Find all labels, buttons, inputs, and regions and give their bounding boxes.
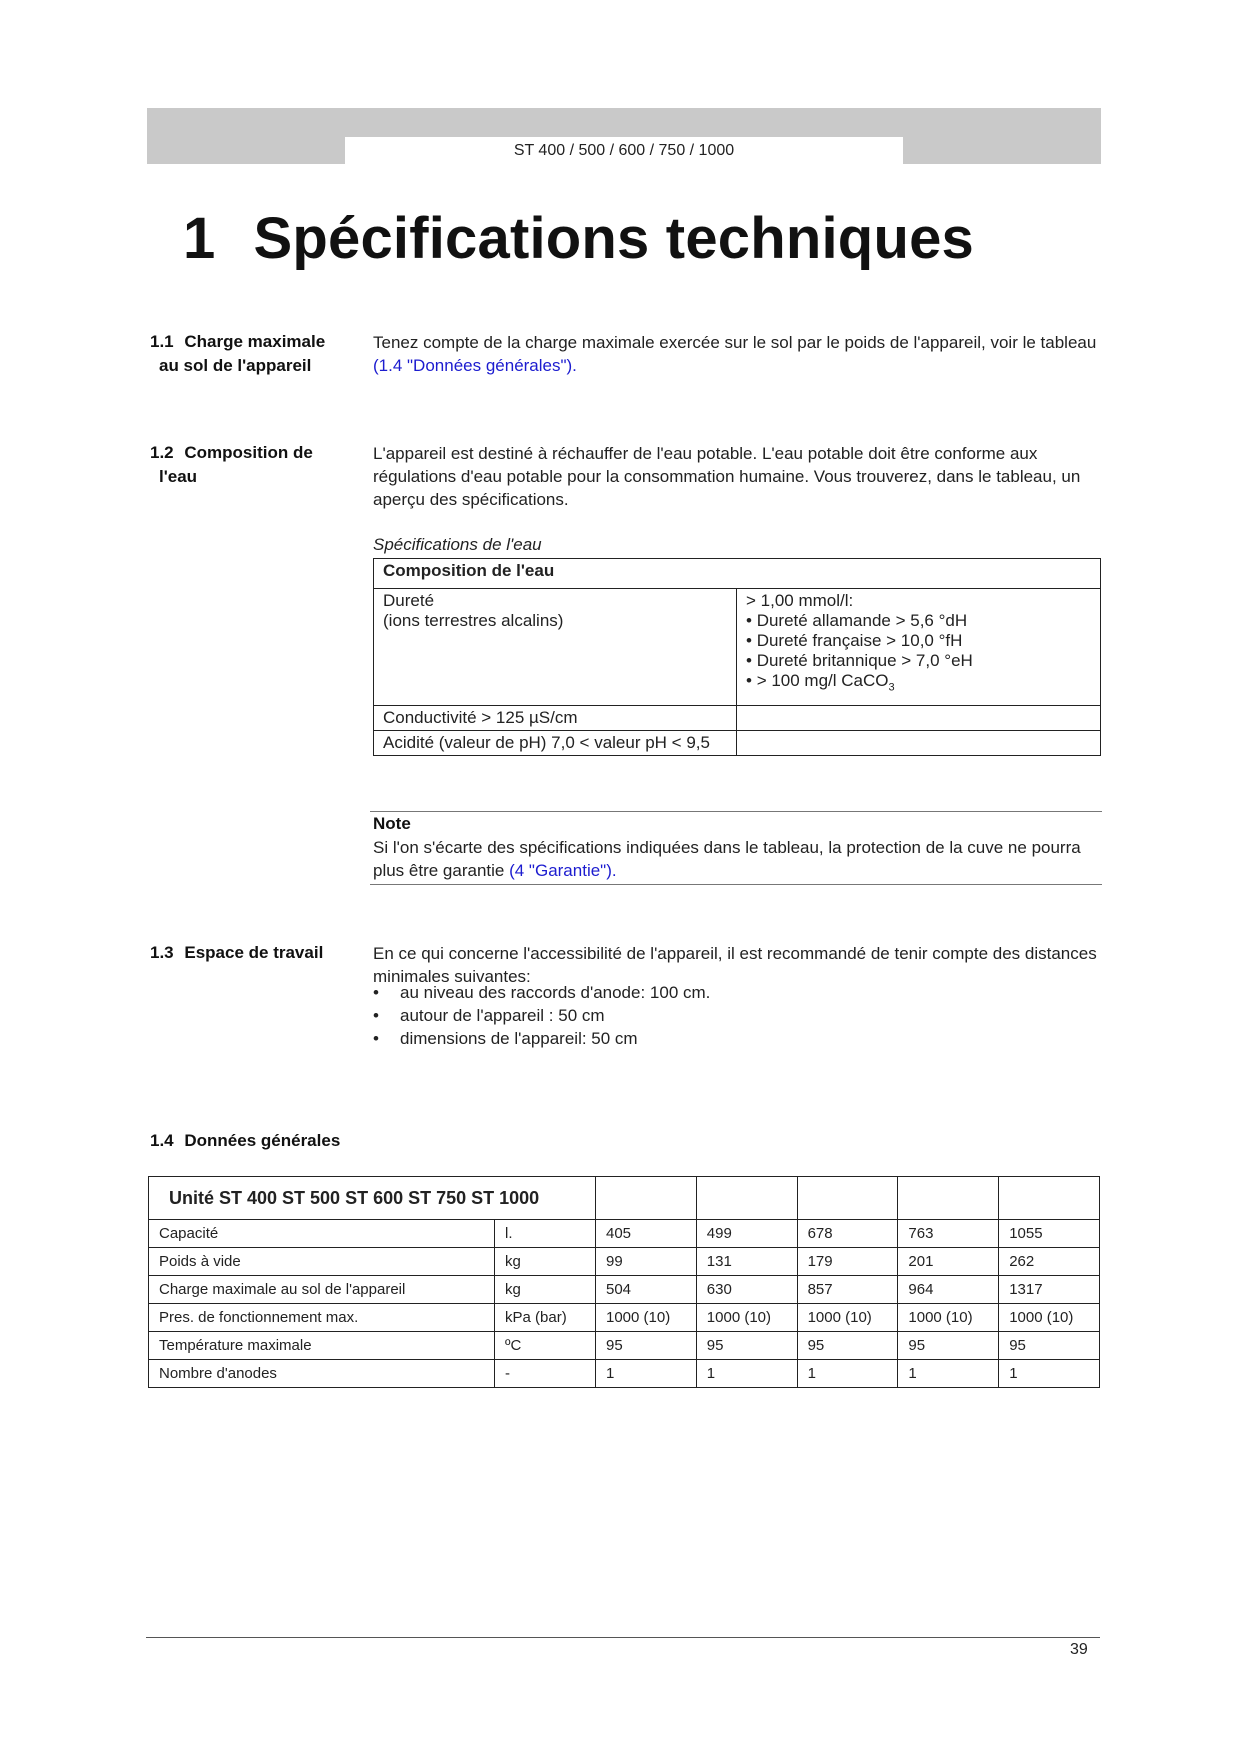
section-title-line1: Données générales: [184, 1131, 341, 1150]
table-row: [149, 1304, 1100, 1332]
list-item: • Dureté allamande > 5,6 °dH: [746, 611, 968, 630]
table-row: [149, 1248, 1100, 1276]
header-empty-cell: [797, 1177, 898, 1220]
warranty-link[interactable]: (4 "Garantie").: [509, 861, 617, 880]
row-value: 1: [898, 1360, 999, 1388]
row-value: 1: [696, 1360, 797, 1388]
note-top-rule: [370, 811, 1102, 812]
row-value: 1000 (10): [696, 1304, 797, 1332]
row-unit: l.: [495, 1220, 596, 1248]
table-row: [149, 1276, 1100, 1304]
row-label: Charge maximale au sol de l'appareil: [149, 1276, 495, 1304]
row-value: 1: [596, 1360, 697, 1388]
header-empty-cell: [898, 1177, 999, 1220]
row-value: 262: [999, 1248, 1100, 1276]
body-text: Tenez compte de la charge maximale exercée sur le sol par le poids de l'appareil, voir le tableau: [373, 333, 1097, 352]
hardness-value: > 1,00 mmol/l:: [746, 591, 854, 610]
section-title-line2: l'eau: [159, 467, 198, 486]
water-spec-table: [373, 558, 1101, 756]
section-number: 1.4: [150, 1131, 174, 1150]
row-value: 95: [999, 1332, 1100, 1360]
hardness-sublabel: (ions terrestres alcalins): [383, 611, 564, 630]
section-number: 1.3: [150, 943, 174, 962]
row-label: Nombre d'anodes: [149, 1360, 495, 1388]
general-data-table: [148, 1176, 1100, 1388]
section-1-3-text: En ce qui concerne l'accessibilité de l'appareil, il est recommandé de tenir compte des distances minimales suivantes:: [373, 944, 1097, 986]
row-unit: ºC: [495, 1332, 596, 1360]
row-value: 405: [596, 1220, 697, 1248]
chapter-title: [183, 205, 974, 272]
distance-list: [373, 981, 710, 1050]
list-item: • Dureté britannique > 7,0 °eH: [746, 651, 973, 670]
row-value: 504: [596, 1276, 697, 1304]
water-table-caption: Spécifications de l'eau: [373, 535, 542, 554]
row-value: 1: [999, 1360, 1100, 1388]
row-value: 1: [797, 1360, 898, 1388]
list-item: • dimensions de l'appareil: 50 cm: [373, 1029, 638, 1048]
section-title-line1: Composition de: [184, 443, 313, 462]
row-value: 99: [596, 1248, 697, 1276]
hardness-label-cell: [374, 589, 737, 706]
row-unit: kPa (bar): [495, 1304, 596, 1332]
section-1-1-heading: [150, 330, 350, 378]
cross-reference-link[interactable]: (1.4 "Données générales").: [373, 356, 577, 375]
row-value: 1000 (10): [797, 1304, 898, 1332]
note-bottom-rule: [370, 884, 1102, 885]
note-title: Note: [373, 814, 411, 833]
row-label: Poids à vide: [149, 1248, 495, 1276]
row-value: 763: [898, 1220, 999, 1248]
section-number: 1.1: [150, 332, 174, 351]
row-value: 499: [696, 1220, 797, 1248]
section-1-1-text: [373, 331, 1101, 377]
row-label: Pres. de fonctionnement max.: [149, 1304, 495, 1332]
row-unit: -: [495, 1360, 596, 1388]
row-value: 95: [696, 1332, 797, 1360]
hardness-label: Dureté: [383, 591, 435, 610]
row-value: 201: [898, 1248, 999, 1276]
section-1-4-heading: [150, 1129, 350, 1153]
empty-cell: [737, 706, 1101, 731]
row-label: Capacité: [149, 1220, 495, 1248]
table-row: [149, 1360, 1100, 1388]
row-unit: kg: [495, 1248, 596, 1276]
header-empty-cell: [999, 1177, 1100, 1220]
hardness-value-cell: [737, 589, 1101, 706]
row-label: Température maximale: [149, 1332, 495, 1360]
list-item: • au niveau des raccords d'anode: 100 cm.: [373, 983, 711, 1002]
section-title-line1: Charge maximale: [184, 332, 326, 351]
empty-cell: [737, 731, 1101, 756]
row-value: 1000 (10): [596, 1304, 697, 1332]
general-table-header: Unité ST 400 ST 500 ST 600 ST 750 ST 1000: [149, 1177, 596, 1220]
chapter-title-text: Spécifications techniques: [253, 206, 974, 271]
row-value: 131: [696, 1248, 797, 1276]
acidity-cell: Acidité (valeur de pH) 7,0 < valeur pH < 9,5: [374, 731, 737, 756]
section-1-3-heading: [150, 941, 350, 965]
header-empty-cell: [596, 1177, 697, 1220]
table-row: [149, 1220, 1100, 1248]
section-title-line1: Espace de travail: [184, 943, 324, 962]
chapter-number: 1: [183, 206, 216, 271]
row-value: 1055: [999, 1220, 1100, 1248]
conductivity-cell: Conductivité > 125 µS/cm: [374, 706, 737, 731]
row-value: 179: [797, 1248, 898, 1276]
section-number: 1.2: [150, 443, 174, 462]
note-text: Si l'on s'écarte des spécifications indiquées dans le tableau, la protection de la cuve ne pourra plus être garantie (4 "Garantie").: [373, 838, 1081, 880]
header-title: ST 400 / 500 / 600 / 750 / 1000: [345, 137, 903, 164]
row-unit: kg: [495, 1276, 596, 1304]
row-value: 95: [596, 1332, 697, 1360]
section-1-2-text: L'appareil est destiné à réchauffer de l'eau potable. L'eau potable doit être conforme aux régulations d'eau potable pour la consommation humaine. Vous trouverez, dans le tableau, un aperçu des spécifications.: [373, 444, 1081, 509]
row-value: 964: [898, 1276, 999, 1304]
row-value: 857: [797, 1276, 898, 1304]
list-item: • > 100 mg/l CaCO$_3$: [746, 671, 895, 694]
page-number: 39: [1070, 1641, 1088, 1658]
section-title-line2: au sol de l'appareil: [159, 356, 312, 375]
section-1-2-heading: [150, 441, 350, 489]
header-empty-cell: [696, 1177, 797, 1220]
row-value: 95: [898, 1332, 999, 1360]
water-table-header: Composition de l'eau: [374, 559, 1101, 589]
footer-rule: [146, 1637, 1100, 1638]
list-item: • autour de l'appareil : 50 cm: [373, 1006, 605, 1025]
row-value: 1000 (10): [999, 1304, 1100, 1332]
table-row: [149, 1332, 1100, 1360]
row-value: 1000 (10): [898, 1304, 999, 1332]
row-value: 630: [696, 1276, 797, 1304]
row-value: 95: [797, 1332, 898, 1360]
row-value: 1317: [999, 1276, 1100, 1304]
row-value: 678: [797, 1220, 898, 1248]
list-item: • Dureté française > 10,0 °fH: [746, 631, 963, 650]
